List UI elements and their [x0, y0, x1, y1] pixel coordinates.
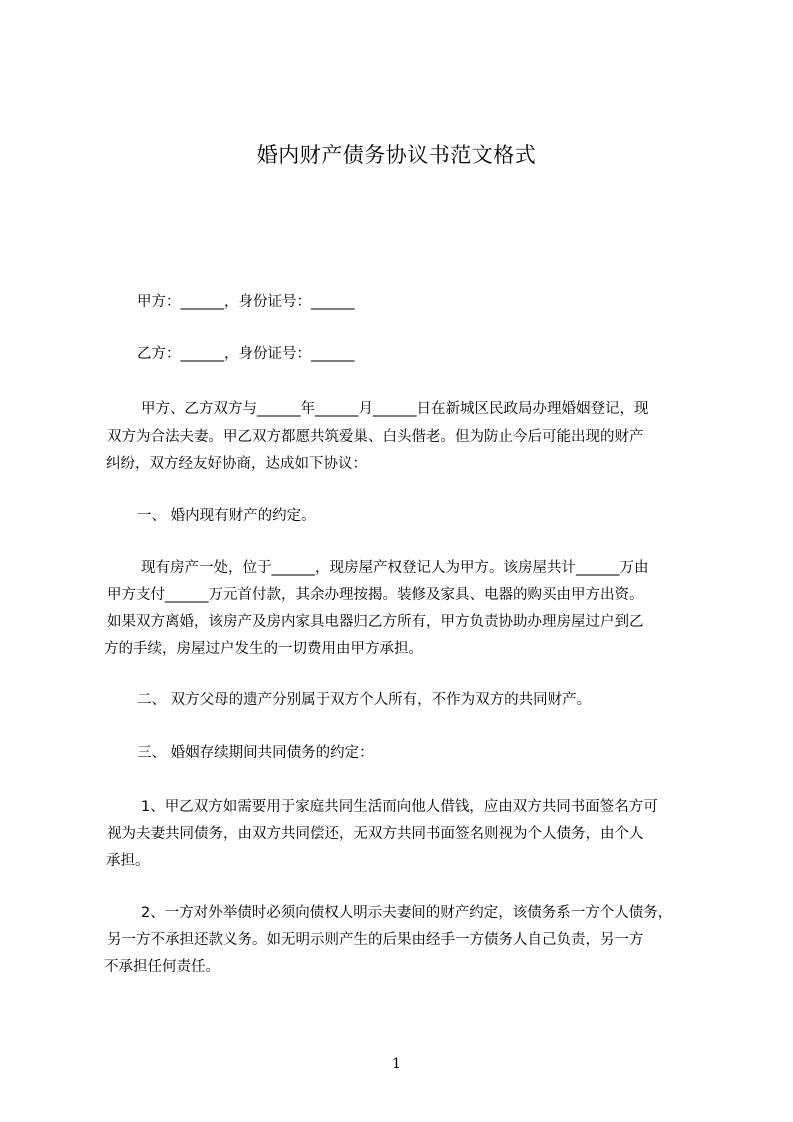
section-2-heading: 二、 双方父母的遗产分别属于双方个人所有，不作为双方的共同财产。 — [137, 692, 592, 708]
paragraph-line: 视为夫妻共同债务，由双方共同偿还，无双方共同书面签名则视为个人债务，由个人 — [107, 826, 644, 842]
paragraph-line: 1、甲乙双方如需要用于家庭共同生活而向他人借钱，应由双方共同书面签名方可 — [141, 799, 658, 815]
paragraph-line: 双方为合法夫妻。甲乙双方都愿共筑爱巢、白头偕老。但为防止今后可能出现的财产 — [107, 429, 644, 445]
page-number: 1 — [392, 1056, 401, 1072]
section-3-heading: 三、 婚姻存续期间共同债务的约定： — [137, 745, 374, 761]
section-1-heading: 一、 婚内现有财产的约定。 — [137, 508, 316, 524]
paragraph-line: 现有房产一处，位于______，现房屋产权登记人为甲方。该房屋共计______万由 — [141, 560, 649, 576]
paragraph-line: 纠纷，双方经友好协商，达成如下协议： — [106, 456, 367, 472]
paragraph-line: 如果双方离婚，该房产及房内家具电器归乙方所有，甲方负责协助办理房屋过户到乙 — [107, 614, 644, 630]
paragraph-line: 承担。 — [106, 853, 150, 869]
document-title: 婚内财产债务协议书范文格式 — [256, 143, 537, 167]
paragraph-line: 甲方、乙方双方与______年______月______日在新城区民政局办理婚姻登记，现 — [141, 401, 649, 417]
paragraph-line: 方的手续，房屋过户发生的一切费用由甲方承担。 — [104, 641, 423, 657]
party-a-line: 甲方：______，身份证号：______ — [137, 294, 355, 310]
paragraph-line: 另一方不承担还款义务。如无明示则产生的后果由经手一方债务人自己负责，另一方 — [107, 932, 644, 948]
paragraph-line: 甲方支付______万元首付款，其余办理按揭。装修及家具、电器的购买由甲方出资。 — [107, 587, 644, 603]
paragraph-line: 2、一方对外举债时必须向债权人明示夫妻间的财产约定，该债务系一方个人债务， — [141, 905, 673, 921]
paragraph-line: 不承担任何责任。 — [104, 959, 220, 975]
party-b-line: 乙方：______，身份证号：______ — [137, 346, 355, 362]
